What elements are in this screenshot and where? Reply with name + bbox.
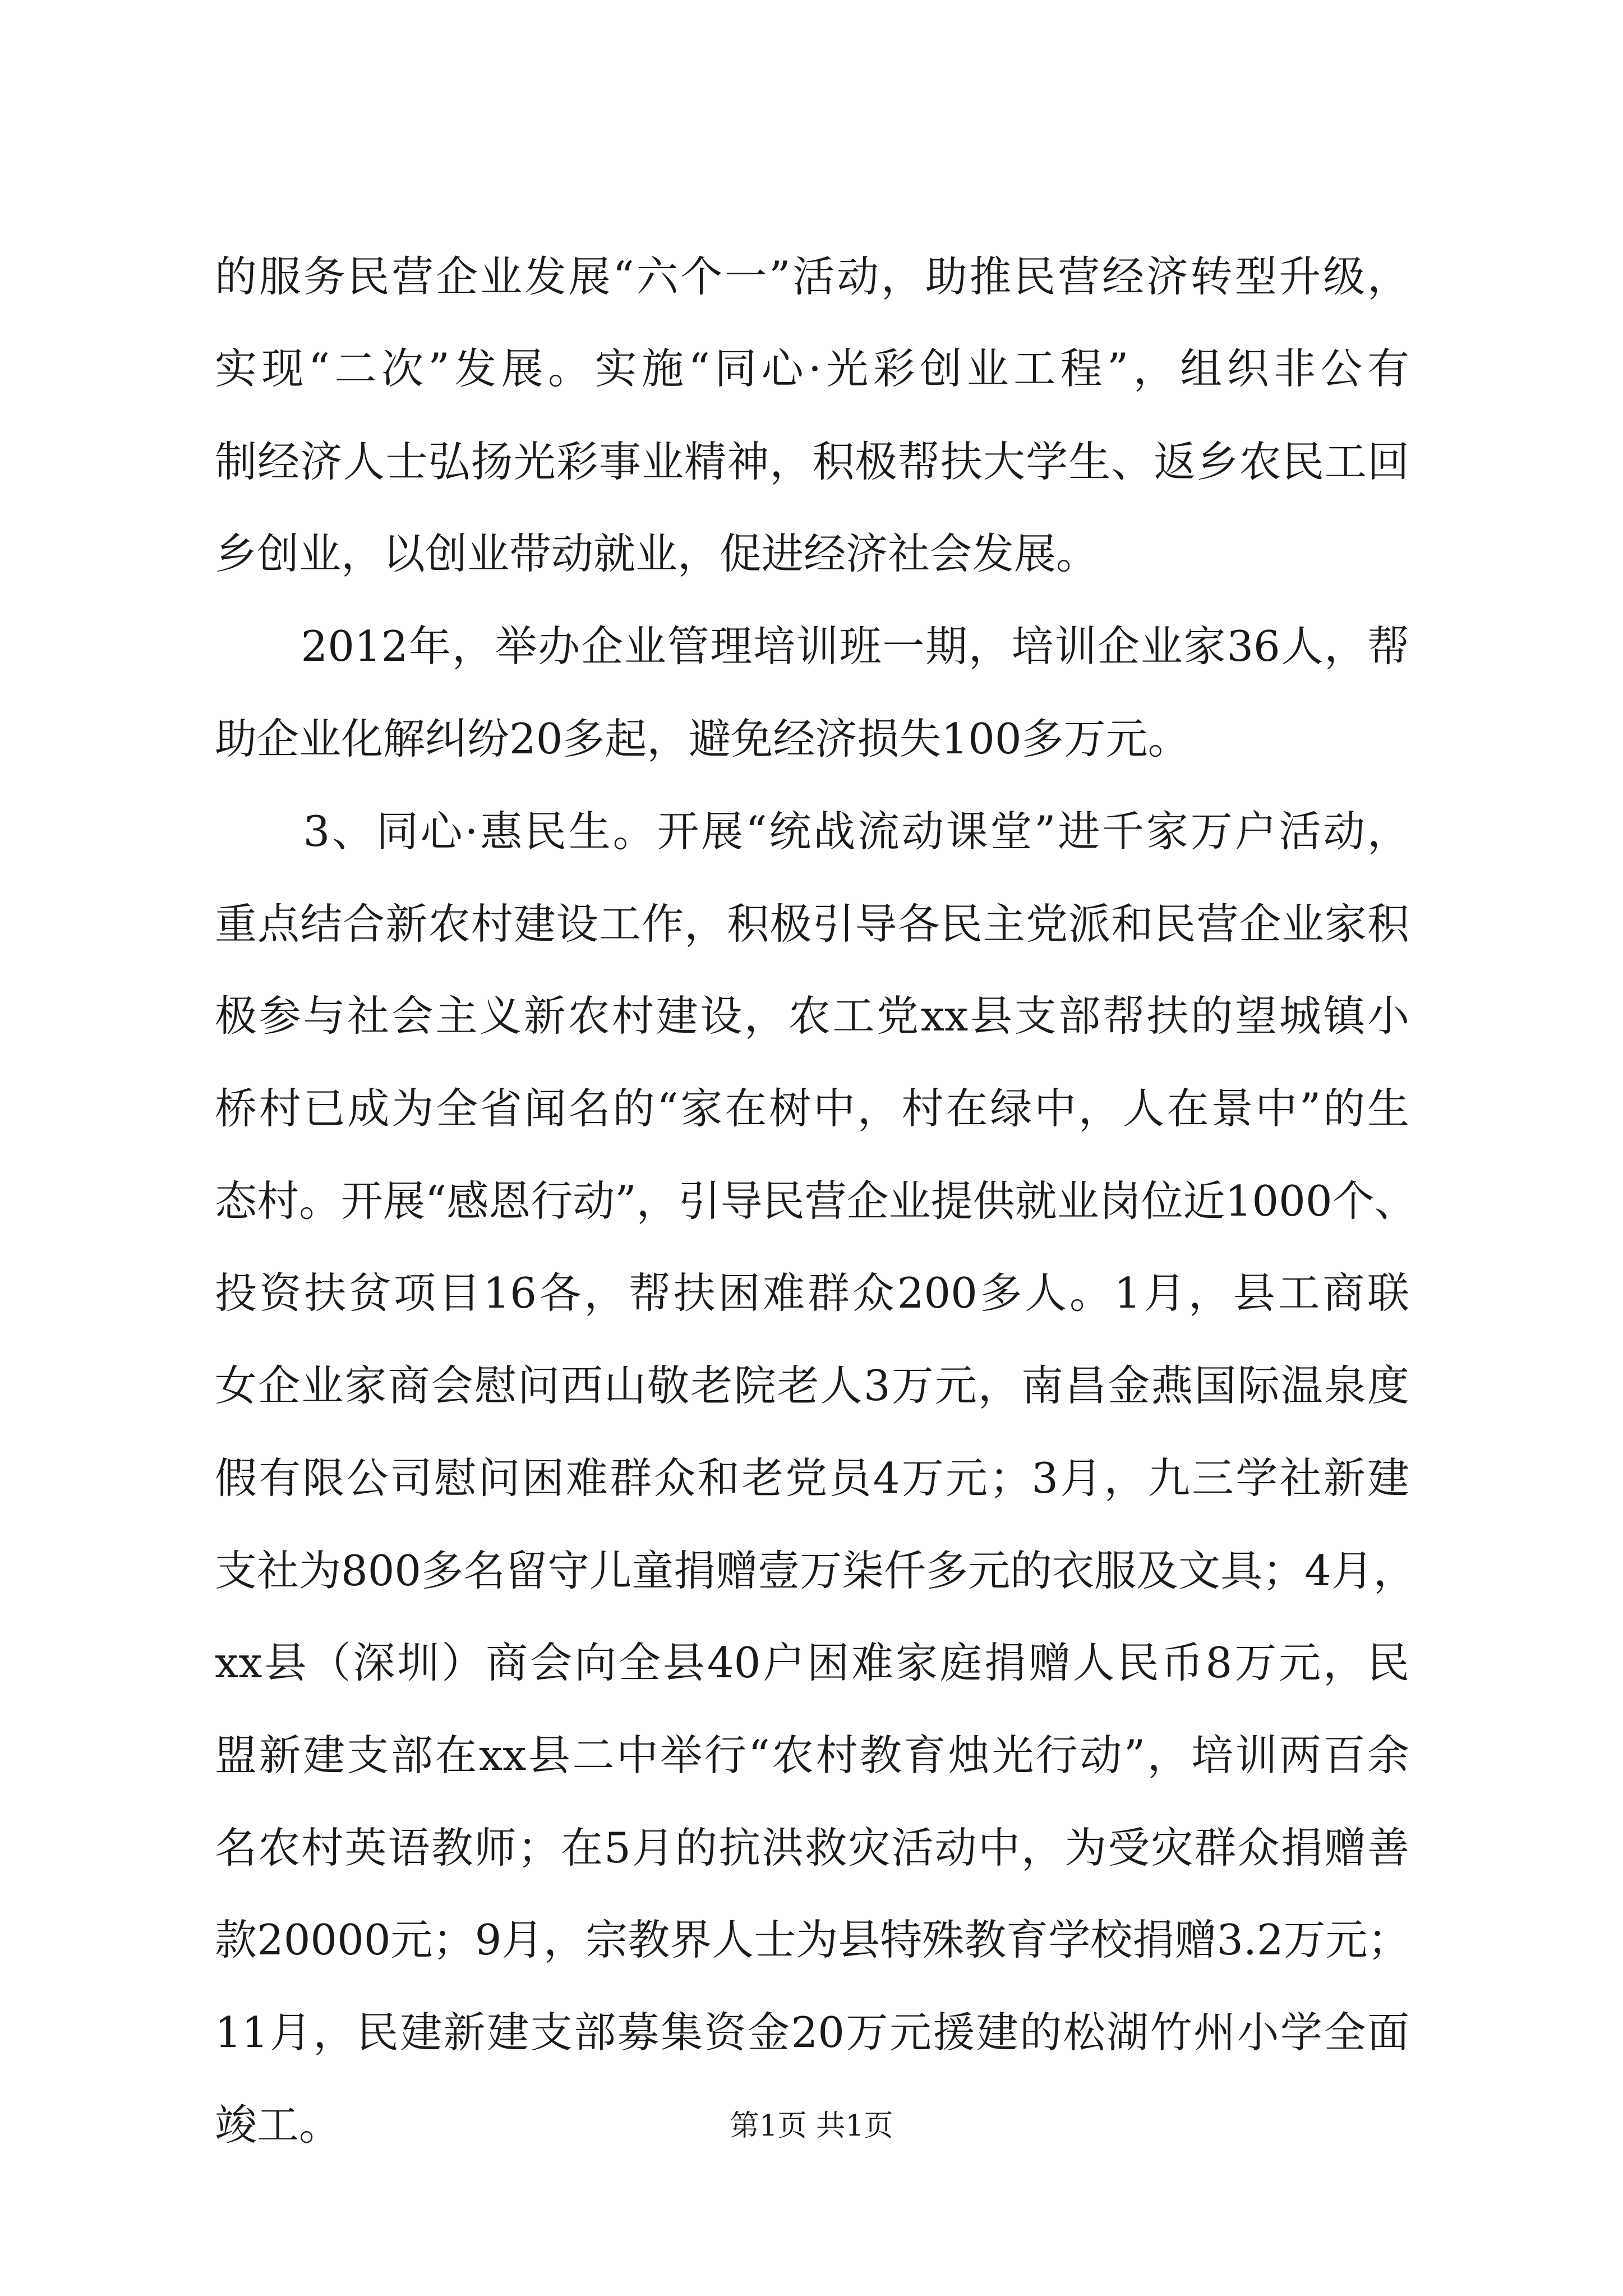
text-line: 假有限公司慰问困难群众和老党员4万元；3月，九三学社新建 [215, 1453, 1409, 1503]
text-line: 极参与社会主义新农村建设，农工党xx县支部帮扶的望城镇小 [215, 991, 1409, 1041]
text-line: 11月，民建新建支部募集资金20万元援建的松湖竹州小学全面 [215, 2008, 1409, 2057]
text-line: 的服务民营企业发展“六个一”活动，助推民营经济转型升级， [215, 252, 1409, 301]
page-footer: 第1页 共1页 [730, 2109, 893, 2143]
text-line: 桥村已成为全省闻名的“家在树中，村在绿中，人在景中”的生 [215, 1084, 1409, 1133]
text-line: 实现“二次”发展。实施“同心·光彩创业工程”，组织非公有 [215, 344, 1409, 393]
text-line: 乡创业，以创业带动就业，促进经济社会发展。 [215, 529, 1099, 578]
text-line: 投资扶贫项目16各，帮扶困难群众200多人。1月，县工商联 [215, 1268, 1409, 1318]
text-line: 盟新建支部在xx县二中举行“农村教育烛光行动”，培训两百余 [215, 1731, 1409, 1780]
text-line: 3、同心·惠民生。开展“统战流动课堂”进千家万户活动， [215, 807, 1409, 856]
text-line: 支社为800多名留守儿童捐赠壹万柒仟多元的衣服及文具；4月， [215, 1546, 1415, 1595]
text-line: xx县（深圳）商会向全县40户困难家庭捐赠人民币8万元，民 [215, 1638, 1409, 1687]
text-line: 竣工。 [215, 2100, 342, 2150]
text-line: 名农村英语教师；在5月的抗洪救灾活动中，为受灾群众捐赠善 [215, 1823, 1409, 1872]
text-line: 态村。开展“感恩行动”，引导民营企业提供就业岗位近1000个、 [215, 1176, 1417, 1226]
text-line: 女企业家商会慰问西山敬老院老人3万元，南昌金燕国际温泉度 [215, 1361, 1409, 1410]
text-line: 制经济人士弘扬光彩事业精神，积极帮扶大学生、返乡农民工回 [215, 437, 1409, 486]
text-line: 助企业化解纠纷20多起，避免经济损失100多万元。 [215, 714, 1190, 763]
text-line: 重点结合新农村建设工作，积极引导各民主党派和民营企业家积 [215, 899, 1409, 949]
text-line: 2012年，举办企业管理培训班一期，培训企业家36人，帮 [215, 622, 1409, 671]
text-line: 款20000元；9月，宗教界人士为县特殊教育学校捐赠3.2万元； [215, 1915, 1410, 1964]
